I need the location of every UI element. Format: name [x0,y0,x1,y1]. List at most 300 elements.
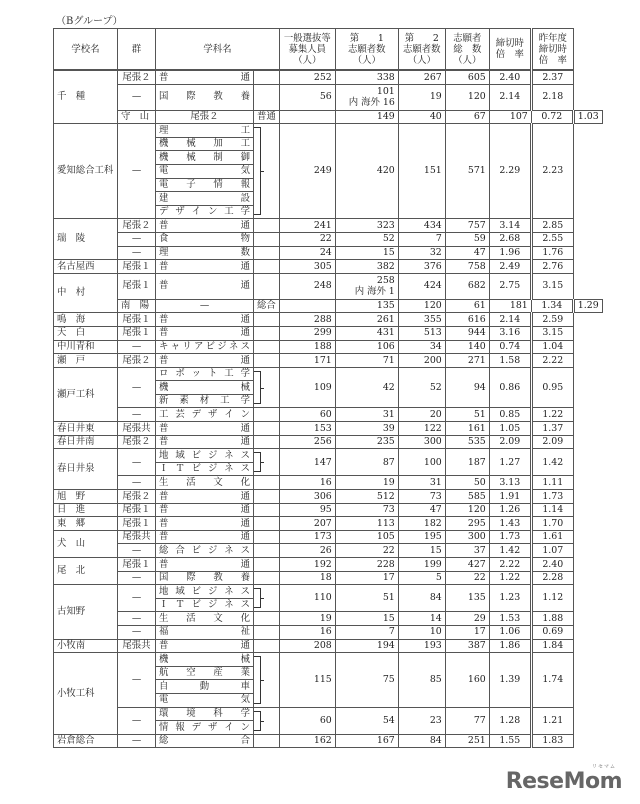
last-year-ratio: 2.85 [531,219,573,233]
second-choice-count: 85 [398,653,445,707]
ratio-value: 1.42 [489,544,531,558]
total-count: 160 [445,653,489,707]
first-choice-count: 7 [335,625,398,639]
subject-name: 普 通 [257,111,276,123]
subject-cell [156,232,254,246]
last-year-ratio: 1.70 [531,517,573,531]
brace-icon [254,588,261,608]
first-choice-count: 51 [335,585,398,612]
group-cell: — [118,625,156,639]
table-row [54,490,603,504]
second-choice-count: 47 [398,503,445,517]
ratio-value: 0.85 [489,408,531,422]
subject-cell [156,476,254,490]
ratio-value: 1.39 [489,653,531,707]
subject-cell [156,367,254,381]
recruit-count: 95 [279,503,335,517]
last-year-ratio: 1.83 [531,734,573,748]
last-year-ratio: 1.12 [531,585,573,612]
second-choice-count: 182 [398,517,445,531]
table-row [54,354,603,368]
subject-cell [156,721,254,735]
total-count: 187 [445,449,489,476]
last-year-ratio: 3.15 [531,326,573,340]
header-group: 群 [118,29,156,71]
total-count: 59 [445,232,489,246]
bracket-icon [254,707,280,734]
table-row [54,503,603,517]
group-cell: 尾張１ [118,517,156,531]
subject-name: 機 械 [159,653,250,665]
last-year-ratio: 2.37 [531,70,573,84]
second-choice-count: 15 [398,544,445,558]
table-row [54,124,603,138]
second-choice-count: 151 [398,124,445,219]
subject-cell [156,394,254,408]
total-count: 295 [445,517,489,531]
subject-name: 普 通 [159,640,250,652]
last-year-ratio: 2.09 [531,435,573,449]
table-row [54,435,603,449]
second-choice-count: 200 [398,354,445,368]
group-cell: 尾張１ [118,326,156,340]
subject-name: 普 通 [159,531,250,543]
group-cell: — [118,653,156,707]
school-name: 天 白 [54,326,118,340]
subject-name: 自 動 車 [159,680,250,692]
subject-cell [254,299,280,313]
first-choice-count: 42 [335,367,398,408]
second-choice-count: 199 [398,558,445,572]
last-year-ratio: 3.15 [531,273,573,299]
group-cell: — [156,299,254,313]
table-row [54,707,603,721]
first-choice-count: 101 内 海外 16 [335,84,398,110]
last-year-ratio: 1.42 [531,449,573,476]
subject-name: 総 合 [257,300,276,312]
recruit-count: 22 [279,232,335,246]
last-year-ratio: 0.69 [531,625,573,639]
group-cell: — [118,571,156,585]
school-name: 犬 山 [54,530,118,557]
total-count: 120 [445,503,489,517]
subject-cell [156,137,254,151]
recruit-count: 171 [279,354,335,368]
subject-name: 航 空 産 業 [159,667,250,679]
last-year-ratio: 1.21 [531,707,573,734]
bracket-icon [254,367,280,408]
bracket-spacer [254,544,280,558]
ratio-value: 2.14 [489,313,531,327]
subject-cell [156,340,254,354]
bracket-spacer [254,625,280,639]
subject-cell [156,544,254,558]
last-year-ratio: 1.76 [531,246,573,260]
first-choice-count: 323 [335,219,398,233]
table-row [54,273,603,299]
recruit-count: 60 [279,707,335,734]
total-count: 94 [445,367,489,408]
school-name: 春日井東 [54,422,118,436]
subject-cell [156,530,254,544]
recruit-count: 149 [335,110,398,124]
bracket-spacer [254,558,280,572]
recruit-count: 252 [279,70,335,84]
total-count: 605 [445,70,489,84]
total-count: 616 [445,313,489,327]
second-choice-count: 434 [398,219,445,233]
total-count: 535 [445,435,489,449]
header-total: 志願者 総 数 （人） [445,29,489,71]
subject-cell [156,260,254,274]
first-choice-count: 113 [335,517,398,531]
school-name: 尾 北 [54,558,118,585]
table-row [54,313,603,327]
total-count: 77 [445,707,489,734]
group-cell: — [118,476,156,490]
table-row [54,612,603,626]
group-cell: — [118,544,156,558]
subject-cell [156,326,254,340]
table-row [54,625,603,639]
bracket-spacer [254,435,280,449]
table-row [54,639,603,653]
subject-name: 食 物 [159,233,250,245]
subject-cell [156,558,254,572]
total-count: 682 [445,273,489,299]
bracket-spacer [254,232,280,246]
last-year-ratio: 1.29 [573,299,602,313]
last-year-ratio: 1.84 [531,639,573,653]
recruit-count: 162 [279,734,335,748]
ratio-value: 1.86 [489,639,531,653]
first-choice-count: 228 [335,558,398,572]
last-year-ratio: 1.04 [531,340,573,354]
header-subject: 学科名 [156,29,280,71]
subject-name: 電 気 [159,165,250,177]
total-count: 37 [445,544,489,558]
group-cell: — [118,124,156,219]
last-year-ratio: 2.59 [531,313,573,327]
second-choice-count: 20 [398,408,445,422]
second-choice-count: 14 [398,612,445,626]
subject-name: 新 素 材 工 学 [159,395,250,407]
ratio-value: 1.96 [489,246,531,260]
ratio-value: 1.53 [489,612,531,626]
brace-icon [254,711,261,731]
total-count: 135 [445,585,489,612]
school-name: 旭 野 [54,490,118,504]
group-cell: 尾張１ [118,260,156,274]
table-body [54,70,603,748]
bracket-icon [254,653,280,707]
subject-name: 普 通 [159,436,250,448]
subject-cell [156,313,254,327]
second-choice-count: 84 [398,734,445,748]
first-choice-count: 17 [335,571,398,585]
school-name: 古知野 [54,585,118,639]
second-choice-count: 10 [398,625,445,639]
bracket-spacer [254,503,280,517]
recruit-count: 241 [279,219,335,233]
last-year-ratio: 1.14 [531,503,573,517]
bracket-spacer [254,340,280,354]
recruit-count: 110 [279,585,335,612]
school-name: 日 進 [54,503,118,517]
total-count: 251 [445,734,489,748]
group-cell: — [118,246,156,260]
first-choice-count: 71 [335,354,398,368]
second-choice-count: 23 [398,707,445,734]
first-choice-count: 258 内 海外 1 [335,273,398,299]
first-choice-count: 106 [335,340,398,354]
header-recruit: 一般選抜等 募集人員 （人） [279,29,335,71]
group-cell: — [118,449,156,476]
header-ratio: 締切時 倍 率 [489,29,531,71]
subject-name: 総 合 ビ ジ ネ ス [159,544,250,556]
brace-icon [254,452,261,472]
subject-cell [254,110,280,124]
last-year-ratio: 1.88 [531,612,573,626]
header-first: 第 1 志願者数 （人） [335,29,398,71]
ratio-value: 1.27 [489,449,531,476]
subject-cell [156,449,254,463]
table-row [54,260,603,274]
recruit-count: 16 [279,476,335,490]
second-choice-count: 195 [398,530,445,544]
last-year-ratio: 1.03 [573,110,602,124]
bracket-icon [254,585,280,612]
table-row [54,422,603,436]
subject-name: Ｉ Ｔ ビ ジ ネ ス [159,599,250,611]
ratio-value: 2.22 [489,558,531,572]
ratio-value: 2.29 [489,124,531,219]
subject-name: 生 活 文 化 [159,612,250,624]
group-cell: — [118,84,156,110]
subject-name: 機 械 加 工 [159,138,250,150]
subject-name: 地 域 ビ ジ ネ ス [159,585,250,597]
table-row [54,517,603,531]
subject-name: 国 際 教 養 [159,572,250,584]
first-choice-count: 512 [335,490,398,504]
ratio-value: 0.72 [531,110,573,124]
second-choice-count: 513 [398,326,445,340]
table-row [54,70,603,84]
first-choice-count: 382 [335,260,398,274]
subject-cell [156,517,254,531]
subject-name: 理 数 [159,247,250,259]
first-choice-count: 19 [335,476,398,490]
subject-cell [156,246,254,260]
second-choice-count: 122 [398,422,445,436]
subject-name: 普 通 [159,504,250,516]
first-choice-count: 39 [335,422,398,436]
ratio-value: 1.26 [489,503,531,517]
applicant-table [53,28,603,748]
ratio-value: 1.55 [489,734,531,748]
subject-name: キ ャ リ ア ビ ジ ネ ス [159,341,250,352]
first-choice-count: 120 [398,299,445,313]
second-choice-count: 84 [398,585,445,612]
ratio-value: 1.43 [489,517,531,531]
group-cell: — [118,734,156,748]
subject-name: 普 通 [159,422,250,434]
total-count: 571 [445,124,489,219]
last-year-ratio: 2.23 [531,124,573,219]
total-count: 757 [445,219,489,233]
table-row [54,246,603,260]
subject-cell [156,490,254,504]
first-choice-count: 40 [398,110,445,124]
bracket-spacer [279,110,335,124]
group-cell: — [118,585,156,612]
bracket-spacer [254,571,280,585]
bracket-spacer [254,84,280,110]
ratio-value: 1.91 [489,490,531,504]
group-cell: 尾張２ [118,354,156,368]
recruit-count: 256 [279,435,335,449]
ratio-value: 2.14 [489,84,531,110]
table-row [54,219,603,233]
first-choice-count: 22 [335,544,398,558]
table-row [54,571,603,585]
subject-name: 理 工 [159,124,250,136]
table-row [54,585,603,599]
second-choice-count: 355 [398,313,445,327]
first-choice-count: 15 [335,246,398,260]
bracket-spacer [254,273,280,299]
bracket-spacer [254,246,280,260]
total-count: 17 [445,625,489,639]
total-count: 29 [445,612,489,626]
subject-name: 普 通 [159,71,250,83]
recruit-count: 147 [279,449,335,476]
total-count: 181 [489,299,531,313]
bracket-spacer [279,299,335,313]
bracket-icon [254,449,280,476]
subject-name: 普 通 [159,354,250,366]
total-count: 47 [445,246,489,260]
group-cell: — [118,612,156,626]
school-name: 守 山 [118,110,156,124]
ratio-value: 0.86 [489,367,531,408]
school-name: 春日井南 [54,435,118,449]
second-choice-count: 100 [398,449,445,476]
group-cell: 尾張２ [118,435,156,449]
subject-name: 建 設 [159,192,250,204]
subject-name: 機 械 制 御 [159,151,250,163]
total-count: 50 [445,476,489,490]
first-choice-count: 167 [335,734,398,748]
bracket-spacer [254,422,280,436]
header-last-year: 昨年度 締切時 倍 率 [531,29,573,71]
group-cell: 尾張２ [118,219,156,233]
first-choice-count: 431 [335,326,398,340]
bracket-spacer [254,734,280,748]
school-name: 瀬戸工科 [54,367,118,421]
school-name: 小牧工科 [54,653,118,735]
recruit-count: 19 [279,612,335,626]
group-cell: 尾張１ [118,273,156,299]
school-name: 千 種 [54,70,118,124]
group-cell: — [118,232,156,246]
table-row [54,558,603,572]
ratio-value: 3.16 [489,326,531,340]
first-choice-count: 52 [335,232,398,246]
subject-cell [156,680,254,694]
ratio-value: 1.23 [489,585,531,612]
recruit-count: 306 [279,490,335,504]
table-row [54,449,603,463]
last-year-ratio: 1.61 [531,530,573,544]
school-name: 中 村 [54,273,118,313]
subject-cell [156,653,254,667]
subject-cell [156,178,254,192]
total-count: 107 [489,110,531,124]
recruit-count: 208 [279,639,335,653]
ratio-value: 2.75 [489,273,531,299]
subject-cell [156,612,254,626]
table-row [54,299,603,313]
last-year-ratio: 1.11 [531,476,573,490]
subject-cell [156,219,254,233]
bracket-spacer [254,354,280,368]
school-name: 中川青和 [54,340,118,354]
recruit-count: 192 [279,558,335,572]
subject-name: ロ ボ ッ ト 工 学 [159,368,250,380]
school-name: 愛知総合工科 [54,124,118,219]
group-cell: — [118,367,156,408]
ratio-value: 1.58 [489,354,531,368]
bracket-spacer [254,313,280,327]
recruit-count: 26 [279,544,335,558]
recruit-count: 248 [279,273,335,299]
subject-name: 普 通 [159,490,250,502]
recruit-count: 188 [279,340,335,354]
subject-name: 環 境 科 学 [159,708,250,720]
subject-name: 普 通 [159,327,250,339]
subject-name: 国 際 教 養 [159,91,250,103]
brace-icon [254,127,261,215]
brace-icon [254,656,261,703]
total-count: 944 [445,326,489,340]
recruit-count: 18 [279,571,335,585]
first-choice-count: 261 [335,313,398,327]
last-year-ratio: 2.55 [531,232,573,246]
subject-name: 機 械 [159,381,250,393]
recruit-count: 299 [279,326,335,340]
total-count: 271 [445,354,489,368]
subject-name: 生 活 文 化 [159,476,250,488]
total-count: 387 [445,639,489,653]
total-count: 758 [445,260,489,274]
group-cell: — [118,340,156,354]
table-row [54,232,603,246]
first-choice-count: 105 [335,530,398,544]
group-cell: — [118,707,156,734]
bracket-spacer [254,530,280,544]
first-choice-count: 31 [335,408,398,422]
first-choice-count: 15 [335,612,398,626]
subject-cell [156,273,254,299]
subject-cell [156,164,254,178]
bracket-spacer [254,408,280,422]
recruit-count: 207 [279,517,335,531]
second-choice-count: 61 [445,299,489,313]
ratio-value: 1.05 [489,422,531,436]
recruit-count: 109 [279,367,335,408]
group-cell: — [118,408,156,422]
